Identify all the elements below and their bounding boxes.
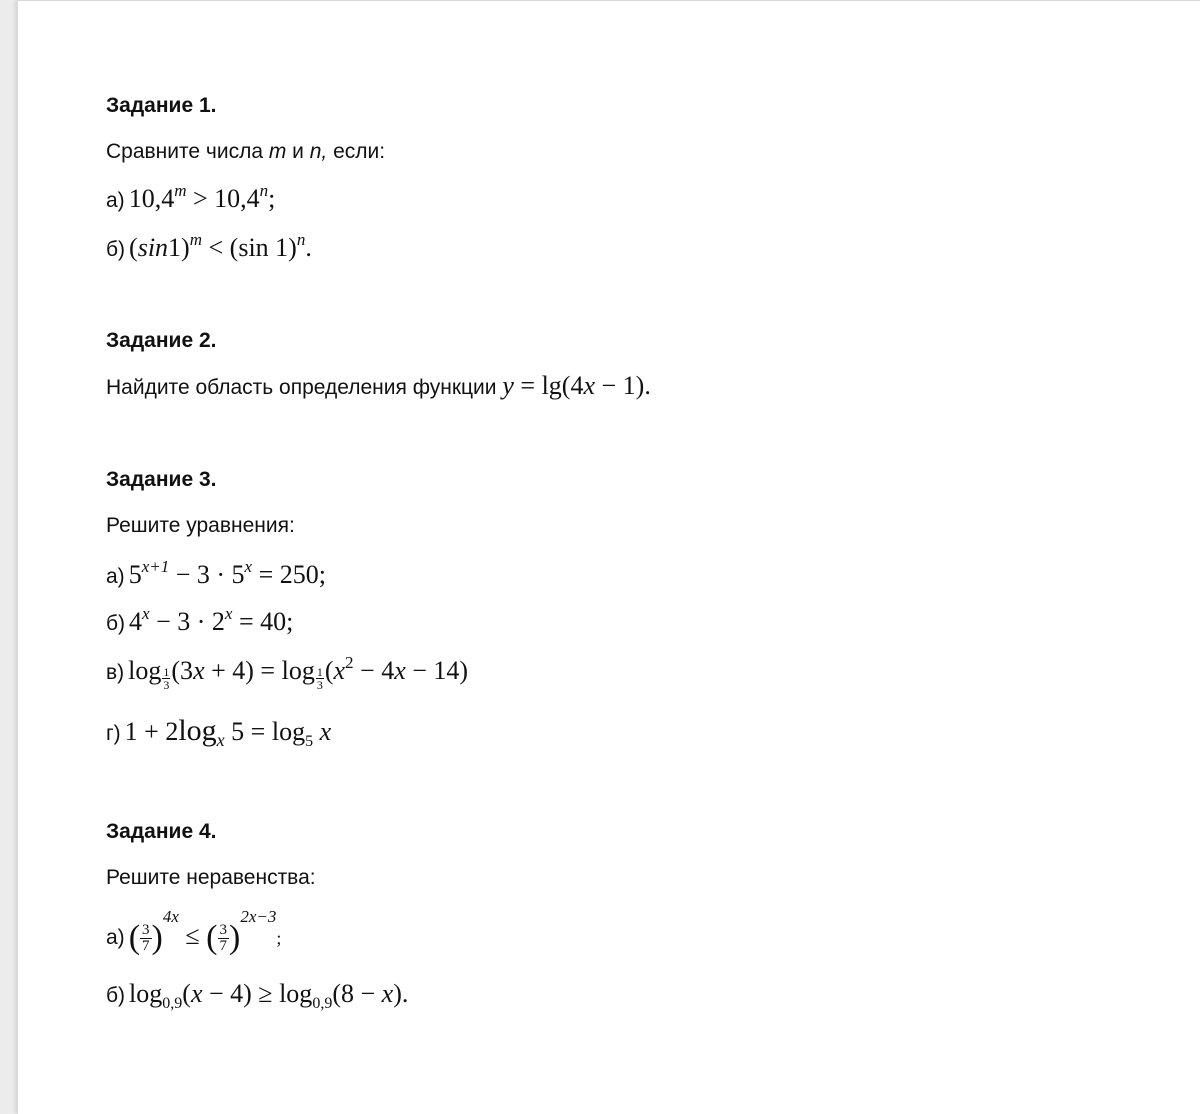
task3-item-a: а) $5^{x+1} - 3 \cdot 5^x = 250$;	[106, 557, 326, 589]
task3-item-c: в) log $\frac{1}{3}$ (3x + 4) = log $\frac{1}{3}$ $(x^2 - 4x - 14)$	[106, 653, 469, 692]
fraction: $\frac{3}{7}$	[219, 921, 227, 954]
task4-item-a: а) ( $\frac{3}{7}$ )$^{4x}$ ≤ ( $\frac{3}{7}$ )$^{2x-3}$;	[106, 907, 282, 957]
task3-heading: Задание 3.	[106, 468, 217, 491]
log-base-fraction: $\frac{1}{3}$	[316, 665, 323, 692]
task1-item-b: б) $(\sin 1)^m < (\sin$ 1)$^n$.	[106, 230, 312, 262]
fraction: $\frac{3}{7}$	[142, 921, 150, 954]
task4-heading: Задание 4.	[106, 820, 217, 843]
task1-intro: Сравните числа m и n, если:	[106, 140, 386, 163]
task2-heading: Задание 2.	[106, 329, 217, 352]
task3-intro: Решите уравнения:	[106, 514, 295, 537]
log-base-fraction: $\frac{1}{3}$	[163, 665, 170, 692]
task2-text: Найдите область определения функции y = lg(4x − 1).	[106, 371, 651, 400]
task3-item-b: б) $4^x - 3 \cdot 2^x = 40$;	[106, 604, 294, 636]
task3-item-d: г) $1 + 2\log_x$ $5 = \log_5 x$	[106, 714, 332, 750]
task1-item-a: а) $10,4^m > 10,4^n$;	[106, 181, 276, 213]
task4-item-b: б) $\log_{0,9}(x - 4) \ge \log_{0,9}(8 - x)$.	[106, 979, 409, 1012]
document-page	[17, 0, 1200, 1114]
task4-intro: Решите неравенства:	[106, 866, 316, 889]
task1-heading: Задание 1.	[106, 94, 217, 117]
